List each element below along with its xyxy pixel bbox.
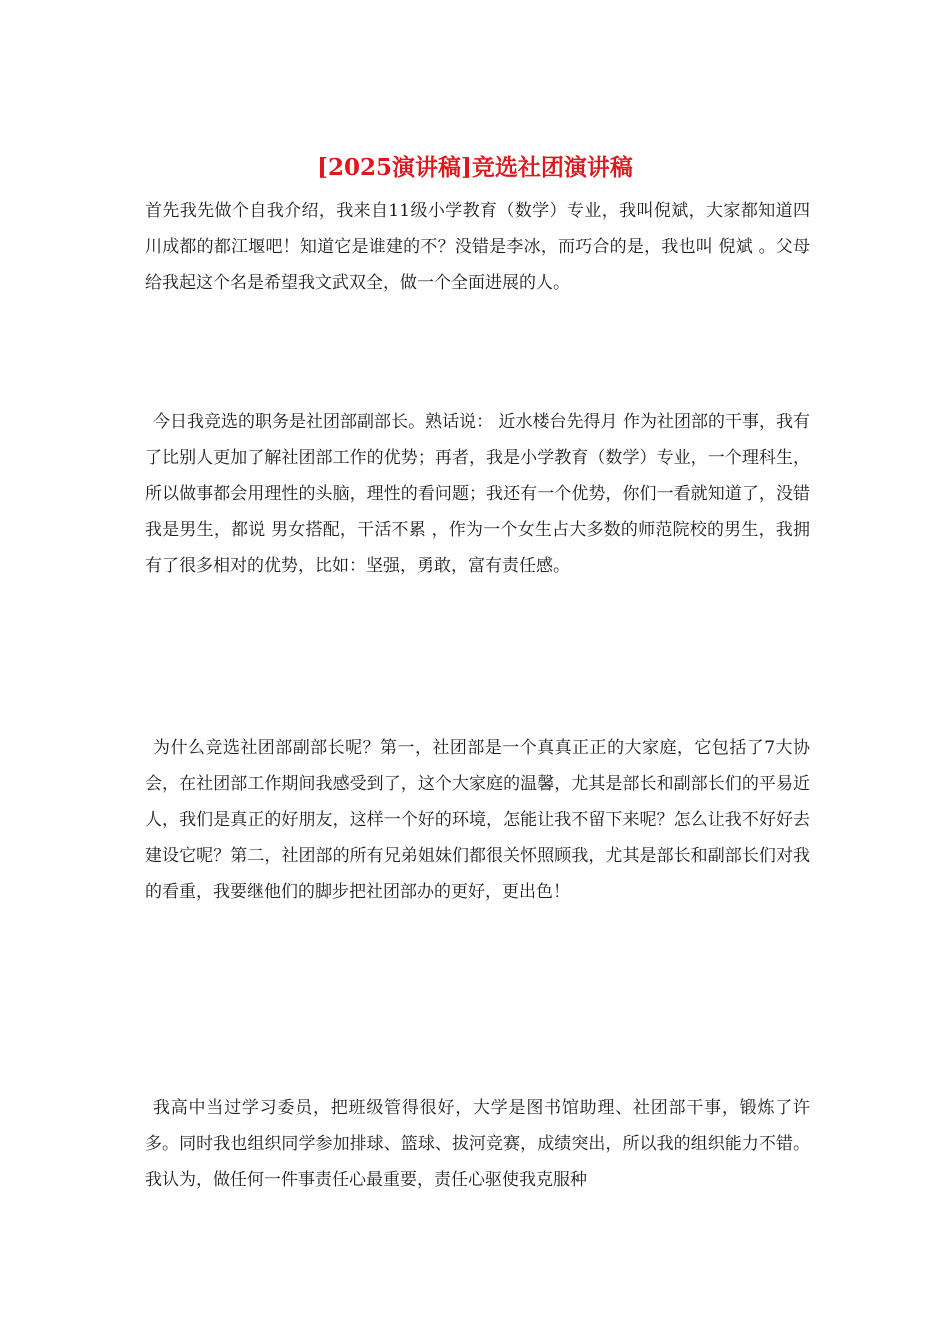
paragraph-experience: 我高中当过学习委员，把班级管得很好，大学是图书馆助理、社团部干事，锻炼了许多。同时我也组织同学参加排球、篮球、拔河竞赛，成绩突出，所以我的组织能力不错。我认为，做任何一件事责任心最重要，责任心驱使我克服种: [145, 1098, 810, 1190]
paragraph-introduction: 首先我先做个自我介绍，我来自11级小学教育（数学）专业，我叫倪斌，大家都知道四川成都的都江堰吧！知道它是谁建的不？没错是李冰，而巧合的是，我也叫 倪斌 。父母给我起这个名是希望我文武双全，做一个全面进展的人。: [145, 201, 810, 293]
paragraph-reasons: 为什么竞选社团部副部长呢？第一，社团部是一个真真正正的大家庭，它包括了7大协会，在社团部工作期间我感受到了，这个大家庭的温馨，尤其是部长和副部长们的平易近人，我们是真正的好朋友，这样一个好的环境，怎能让我不留下来呢？怎么让我不好好去建设它呢？第二，社团部的所有兄弟姐妹们都很关怀照顾我，尤其是部长和副部长们对我的看重，我要继他们的脚步把社团部办的更好，更出色！: [145, 738, 810, 902]
document-title: [2025演讲稿]竞选社团演讲稿: [317, 154, 633, 181]
paragraph-position: 今日我竞选的职务是社团部副部长。熟话说： 近水楼台先得月 作为社团部的干事，我有了比别人更加了解社团部工作的优势；再者，我是小学教育（数学）专业，一个理科生，所以做事都会用理性的头脑，理性的看问题；我还有一个优势，你们一看就知道了，没错我是男生，都说 男女搭配，干活不累 ，作为一个女生占大多数的师范院校的男生，我拥有了很多相对的优势，比如：坚强，勇敢，富有责任感。: [145, 412, 810, 576]
